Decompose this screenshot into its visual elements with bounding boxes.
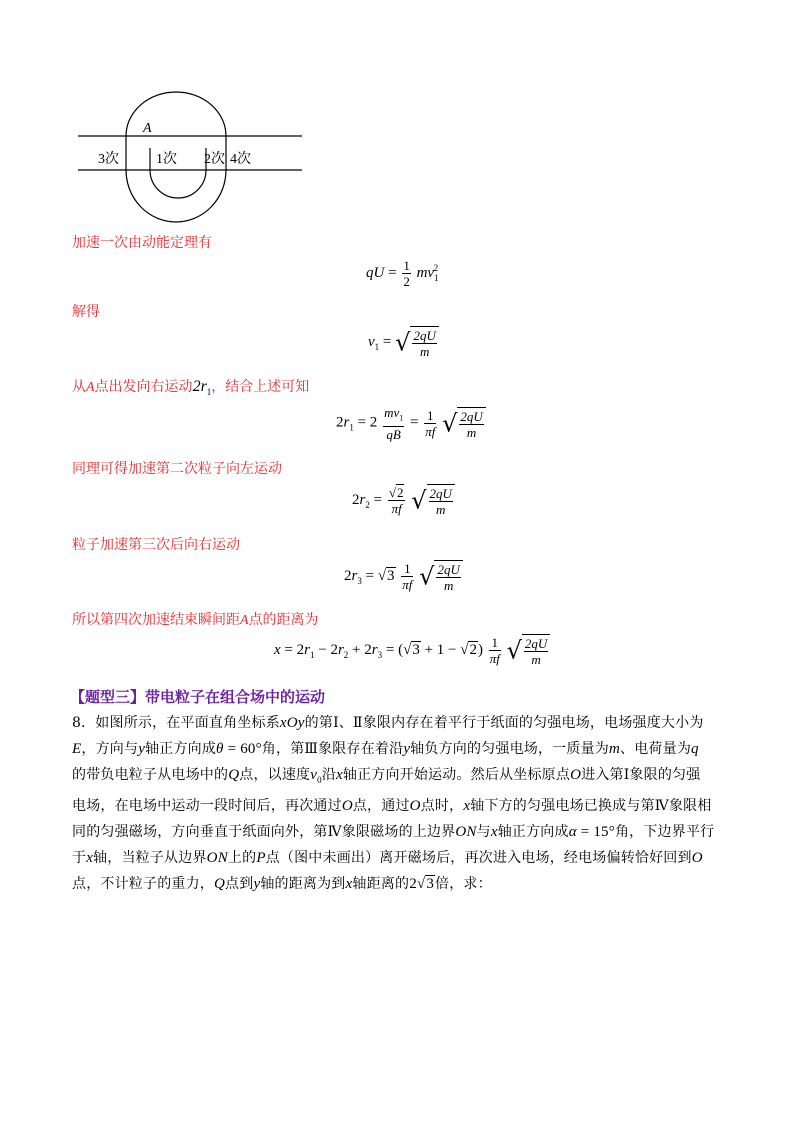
solution-line-5: 粒子加速第三次后向右运动: [72, 537, 240, 553]
section-heading: 【题型三】带电粒子在组合场中的运动: [70, 688, 326, 706]
equation-energy: qU = $\frac{1}{2}$ $mv_1^2$: [366, 258, 439, 289]
solution-line-3: 从A点出发向右运动$2r_1$，结合上述可知: [72, 378, 310, 398]
problem-line-7: 点，不计粒子的重力，Q点到y轴的距离为到x轴距离的2√3倍，求：: [72, 876, 492, 892]
problem-line-5: 同的匀强磁场，方向垂直于纸面向外，第Ⅳ象限磁场的上边界ON与x轴正方向成α = 15°角，下边界平行: [72, 824, 715, 840]
label-A: A: [143, 121, 152, 136]
equation-2r1: $2r_1 = 2$ $\frac{mv_1}{qB}$ = $\frac{1}{\pi f}$ √ $\frac{2qU}{m}$: [336, 405, 486, 442]
label-2: 2次: [204, 152, 225, 167]
problem-line-3: 的带负电粒子从电场中的Q点，以速度$v_0$沿x轴正方向开始运动。然后从坐标原点O进入第Ⅰ象限的匀强: [72, 767, 701, 785]
equation-2r2: $2r_2$ = $\frac{√2}{\pi f}$ √ $\frac{2qU}{m}$: [352, 484, 455, 517]
label-3: 3次: [98, 152, 119, 167]
problem-line-6: 于x轴，当粒子从边界ON上的P点（图中未画出）离开磁场后，再次进入电场，经电场偏转恰好回到O: [72, 850, 703, 866]
equation-2r3: $2r_3 = √3$ $\frac{1}{\pi f}$ √ $\frac{2qU}{m}$: [344, 560, 463, 593]
solution-line-4: 同理可得加速第二次粒子向左运动: [72, 461, 282, 477]
accelerator-diagram: [70, 90, 310, 230]
solution-line-1: 加速一次由动能定理有: [72, 235, 212, 251]
problem-line-4: 电场，在电场中运动一段时间后，再次通过O点，通过O点时，x轴下方的匀强电场已换成与第Ⅳ象限相: [72, 798, 712, 814]
equation-distance: $x = 2r_1 - 2r_2 + 2r_3 = (√3 + 1 - √2)$ $\frac{1}{\pi f}$ √ $\frac{2qU}{m}$: [274, 634, 550, 667]
solution-line-2: 解得: [72, 304, 100, 320]
solution-line-6: 所以第四次加速结束瞬间距A点的距离为: [72, 612, 319, 628]
label-4: 4次: [230, 152, 251, 167]
label-1: 1次: [156, 152, 177, 167]
equation-v1: $v_1$ = √ $\frac{2qU}{m}$: [368, 326, 439, 359]
problem-text: [72, 710, 732, 897]
problem-line-2: E，方向与y轴正方向成θ = 60°角，第Ⅲ象限存在着沿y轴负方向的匀强电场，一质量为m、电荷量为q: [72, 741, 699, 757]
problem-line-1: 8．如图所示，在平面直角坐标系xOy的第Ⅰ、Ⅱ象限内存在着平行于纸面的匀强电场，电场强度大小为: [72, 715, 704, 731]
